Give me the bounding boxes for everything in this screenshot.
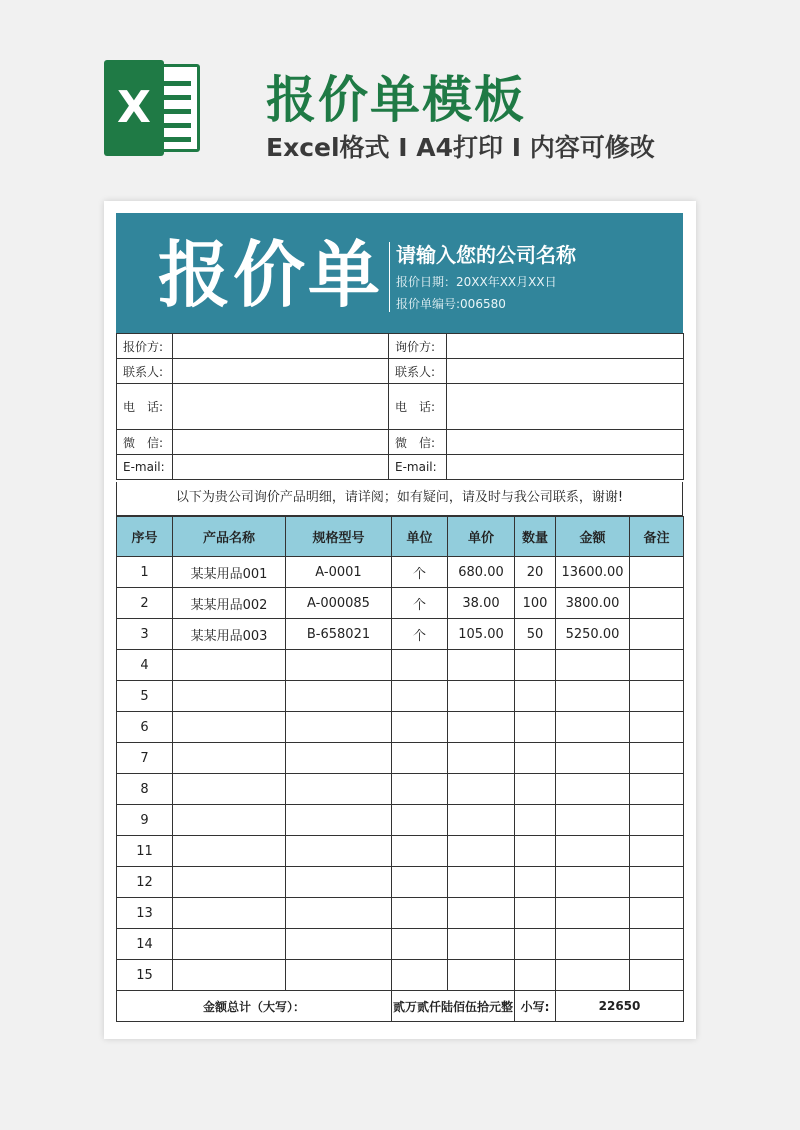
table-cell[interactable]: 14: [117, 929, 173, 960]
table-cell[interactable]: [448, 681, 515, 712]
table-cell[interactable]: 5250.00: [556, 619, 630, 650]
company-name[interactable]: 请输入您的公司名称: [396, 243, 576, 267]
info-label: 电 话:: [389, 384, 447, 430]
table-row: [117, 712, 684, 743]
contact-info-table: [116, 333, 684, 480]
table-cell[interactable]: [286, 774, 392, 805]
table-cell[interactable]: [448, 712, 515, 743]
table-row: [117, 867, 684, 898]
table-cell[interactable]: [630, 619, 684, 650]
table-cell[interactable]: [630, 929, 684, 960]
info-label: E-mail:: [117, 455, 173, 480]
table-cell[interactable]: [448, 867, 515, 898]
table-cell[interactable]: [630, 836, 684, 867]
table-cell[interactable]: [448, 650, 515, 681]
table-cell[interactable]: [173, 867, 286, 898]
table-cell[interactable]: [286, 743, 392, 774]
table-cell[interactable]: [630, 557, 684, 588]
table-cell[interactable]: [286, 867, 392, 898]
table-cell[interactable]: 某某用品001: [173, 557, 286, 588]
table-cell[interactable]: [173, 960, 286, 991]
table-cell[interactable]: [515, 712, 556, 743]
info-value-field[interactable]: [447, 384, 684, 430]
table-cell[interactable]: [515, 743, 556, 774]
table-cell[interactable]: [392, 774, 448, 805]
table-cell[interactable]: 2: [117, 588, 173, 619]
table-cell[interactable]: 8: [117, 774, 173, 805]
table-cell[interactable]: [515, 836, 556, 867]
total-label: 金额总计（大写）：: [117, 991, 392, 1022]
table-cell[interactable]: [173, 898, 286, 929]
table-cell[interactable]: [630, 898, 684, 929]
table-cell[interactable]: [630, 712, 684, 743]
table-cell[interactable]: [392, 898, 448, 929]
info-row: [117, 334, 684, 359]
table-cell[interactable]: [556, 805, 630, 836]
page-subtitle: Excel格式 I A4打印 I 内容可修改: [266, 133, 655, 162]
info-label: E-mail:: [389, 455, 447, 480]
header-divider: [389, 242, 390, 312]
table-cell[interactable]: [556, 960, 630, 991]
info-value-field[interactable]: [173, 384, 389, 430]
table-cell[interactable]: [173, 712, 286, 743]
table-cell[interactable]: [286, 712, 392, 743]
column-header: 备注: [630, 517, 684, 557]
table-cell[interactable]: [286, 681, 392, 712]
table-cell[interactable]: 3: [117, 619, 173, 650]
info-value-field[interactable]: [447, 430, 684, 455]
notice-text: 以下为贵公司询价产品明细，请详阅；如有疑问，请及时与我公司联系，谢谢!: [116, 482, 683, 516]
table-cell[interactable]: [392, 867, 448, 898]
table-cell[interactable]: B-658021: [286, 619, 392, 650]
table-cell[interactable]: 个: [392, 619, 448, 650]
table-cell[interactable]: [556, 650, 630, 681]
table-cell[interactable]: 6: [117, 712, 173, 743]
table-cell[interactable]: [286, 929, 392, 960]
column-header: 数量: [515, 517, 556, 557]
table-cell[interactable]: 7: [117, 743, 173, 774]
table-cell[interactable]: [392, 681, 448, 712]
table-cell[interactable]: [392, 960, 448, 991]
info-value-field[interactable]: [173, 455, 389, 480]
table-row: [117, 557, 684, 588]
info-row: [117, 430, 684, 455]
info-value-field[interactable]: [173, 430, 389, 455]
info-value-field[interactable]: [447, 455, 684, 480]
table-cell[interactable]: [286, 836, 392, 867]
info-value-field[interactable]: [447, 334, 684, 359]
table-row: [117, 619, 684, 650]
table-cell[interactable]: [556, 898, 630, 929]
table-cell[interactable]: [286, 898, 392, 929]
table-cell[interactable]: [515, 929, 556, 960]
table-row: [117, 836, 684, 867]
info-row: [117, 359, 684, 384]
quote-header: [116, 213, 683, 333]
info-label: 询价方:: [389, 334, 447, 359]
info-value-field[interactable]: [173, 334, 389, 359]
info-label: 联系人:: [389, 359, 447, 384]
table-cell[interactable]: 3800.00: [556, 588, 630, 619]
table-row: [117, 774, 684, 805]
table-cell[interactable]: [556, 929, 630, 960]
info-label: 联系人:: [117, 359, 173, 384]
info-row: [117, 455, 684, 480]
table-cell[interactable]: [448, 960, 515, 991]
table-cell[interactable]: [630, 743, 684, 774]
table-row: [117, 929, 684, 960]
table-cell[interactable]: [515, 774, 556, 805]
total-in-words: 贰万贰仟陆佰伍拾元整: [392, 991, 515, 1022]
table-cell[interactable]: [392, 805, 448, 836]
table-cell[interactable]: 11: [117, 836, 173, 867]
table-cell[interactable]: [515, 898, 556, 929]
info-value-field[interactable]: [447, 359, 684, 384]
table-cell[interactable]: 13: [117, 898, 173, 929]
table-cell[interactable]: [448, 743, 515, 774]
table-cell[interactable]: 12: [117, 867, 173, 898]
table-cell[interactable]: [173, 805, 286, 836]
excel-logo-icon: [104, 60, 200, 156]
table-cell[interactable]: [173, 681, 286, 712]
table-cell[interactable]: 某某用品002: [173, 588, 286, 619]
table-cell[interactable]: 5: [117, 681, 173, 712]
table-row: [117, 743, 684, 774]
table-cell[interactable]: [173, 650, 286, 681]
table-cell[interactable]: [556, 774, 630, 805]
table-cell[interactable]: 个: [392, 557, 448, 588]
table-cell[interactable]: [448, 836, 515, 867]
table-header-row: [117, 517, 684, 557]
table-cell[interactable]: 680.00: [448, 557, 515, 588]
table-row: [117, 960, 684, 991]
table-cell[interactable]: 13600.00: [556, 557, 630, 588]
table-cell[interactable]: [630, 681, 684, 712]
table-row: [117, 650, 684, 681]
column-header: 规格型号: [286, 517, 392, 557]
table-row: [117, 681, 684, 712]
table-cell[interactable]: [448, 898, 515, 929]
table-cell[interactable]: 某某用品003: [173, 619, 286, 650]
table-cell[interactable]: [630, 867, 684, 898]
table-cell[interactable]: [392, 712, 448, 743]
table-cell[interactable]: [556, 743, 630, 774]
table-cell[interactable]: [448, 929, 515, 960]
table-cell[interactable]: [448, 805, 515, 836]
table-cell[interactable]: 9: [117, 805, 173, 836]
table-cell[interactable]: [630, 774, 684, 805]
table-cell[interactable]: [392, 929, 448, 960]
table-cell[interactable]: [630, 960, 684, 991]
info-label: 微 信:: [389, 430, 447, 455]
table-cell[interactable]: 1: [117, 557, 173, 588]
quote-sheet: [104, 201, 696, 1039]
table-cell[interactable]: A-0001: [286, 557, 392, 588]
table-cell[interactable]: [515, 867, 556, 898]
info-label: 电 话:: [117, 384, 173, 430]
table-cell[interactable]: 15: [117, 960, 173, 991]
table-cell[interactable]: [286, 650, 392, 681]
table-cell[interactable]: [556, 836, 630, 867]
table-cell[interactable]: [630, 588, 684, 619]
page-title: 报价单模板: [266, 71, 526, 129]
column-header: 单价: [448, 517, 515, 557]
table-cell[interactable]: [392, 836, 448, 867]
table-cell[interactable]: [630, 650, 684, 681]
table-row: [117, 588, 684, 619]
table-row: [117, 898, 684, 929]
table-cell[interactable]: [173, 774, 286, 805]
table-cell[interactable]: 50: [515, 619, 556, 650]
table-cell[interactable]: [515, 805, 556, 836]
quote-date[interactable]: 报价日期：20XX年XX月XX日: [396, 275, 557, 289]
table-cell[interactable]: 20: [515, 557, 556, 588]
product-table: [116, 516, 684, 1022]
table-cell[interactable]: [556, 681, 630, 712]
table-cell[interactable]: 100: [515, 588, 556, 619]
table-cell[interactable]: [556, 712, 630, 743]
table-cell[interactable]: [515, 960, 556, 991]
info-label: 报价方:: [117, 334, 173, 359]
table-cell[interactable]: [286, 805, 392, 836]
column-header: 单位: [392, 517, 448, 557]
table-cell[interactable]: [515, 681, 556, 712]
table-cell[interactable]: 个: [392, 588, 448, 619]
small-total-label: 小写:: [515, 991, 556, 1022]
table-cell[interactable]: 38.00: [448, 588, 515, 619]
table-cell[interactable]: [515, 650, 556, 681]
table-row: [117, 805, 684, 836]
table-cell[interactable]: [448, 774, 515, 805]
table-cell[interactable]: A-000085: [286, 588, 392, 619]
small-total-value: 22650: [556, 991, 684, 1022]
table-cell[interactable]: 4: [117, 650, 173, 681]
table-cell[interactable]: [173, 836, 286, 867]
table-cell[interactable]: [392, 650, 448, 681]
logo-letter: X: [104, 60, 164, 156]
table-cell[interactable]: 105.00: [448, 619, 515, 650]
table-cell[interactable]: [173, 929, 286, 960]
table-cell[interactable]: [556, 867, 630, 898]
table-cell[interactable]: [630, 805, 684, 836]
column-header: 金额: [556, 517, 630, 557]
table-cell[interactable]: [286, 960, 392, 991]
column-header: 序号: [117, 517, 173, 557]
info-row: [117, 384, 684, 430]
table-cell[interactable]: [392, 743, 448, 774]
quote-number[interactable]: 报价单编号:006580: [396, 297, 506, 311]
total-row: [117, 991, 684, 1022]
column-header: 产品名称: [173, 517, 286, 557]
table-cell[interactable]: [173, 743, 286, 774]
info-label: 微 信:: [117, 430, 173, 455]
quote-big-title: 报价单: [158, 233, 384, 317]
info-value-field[interactable]: [173, 359, 389, 384]
